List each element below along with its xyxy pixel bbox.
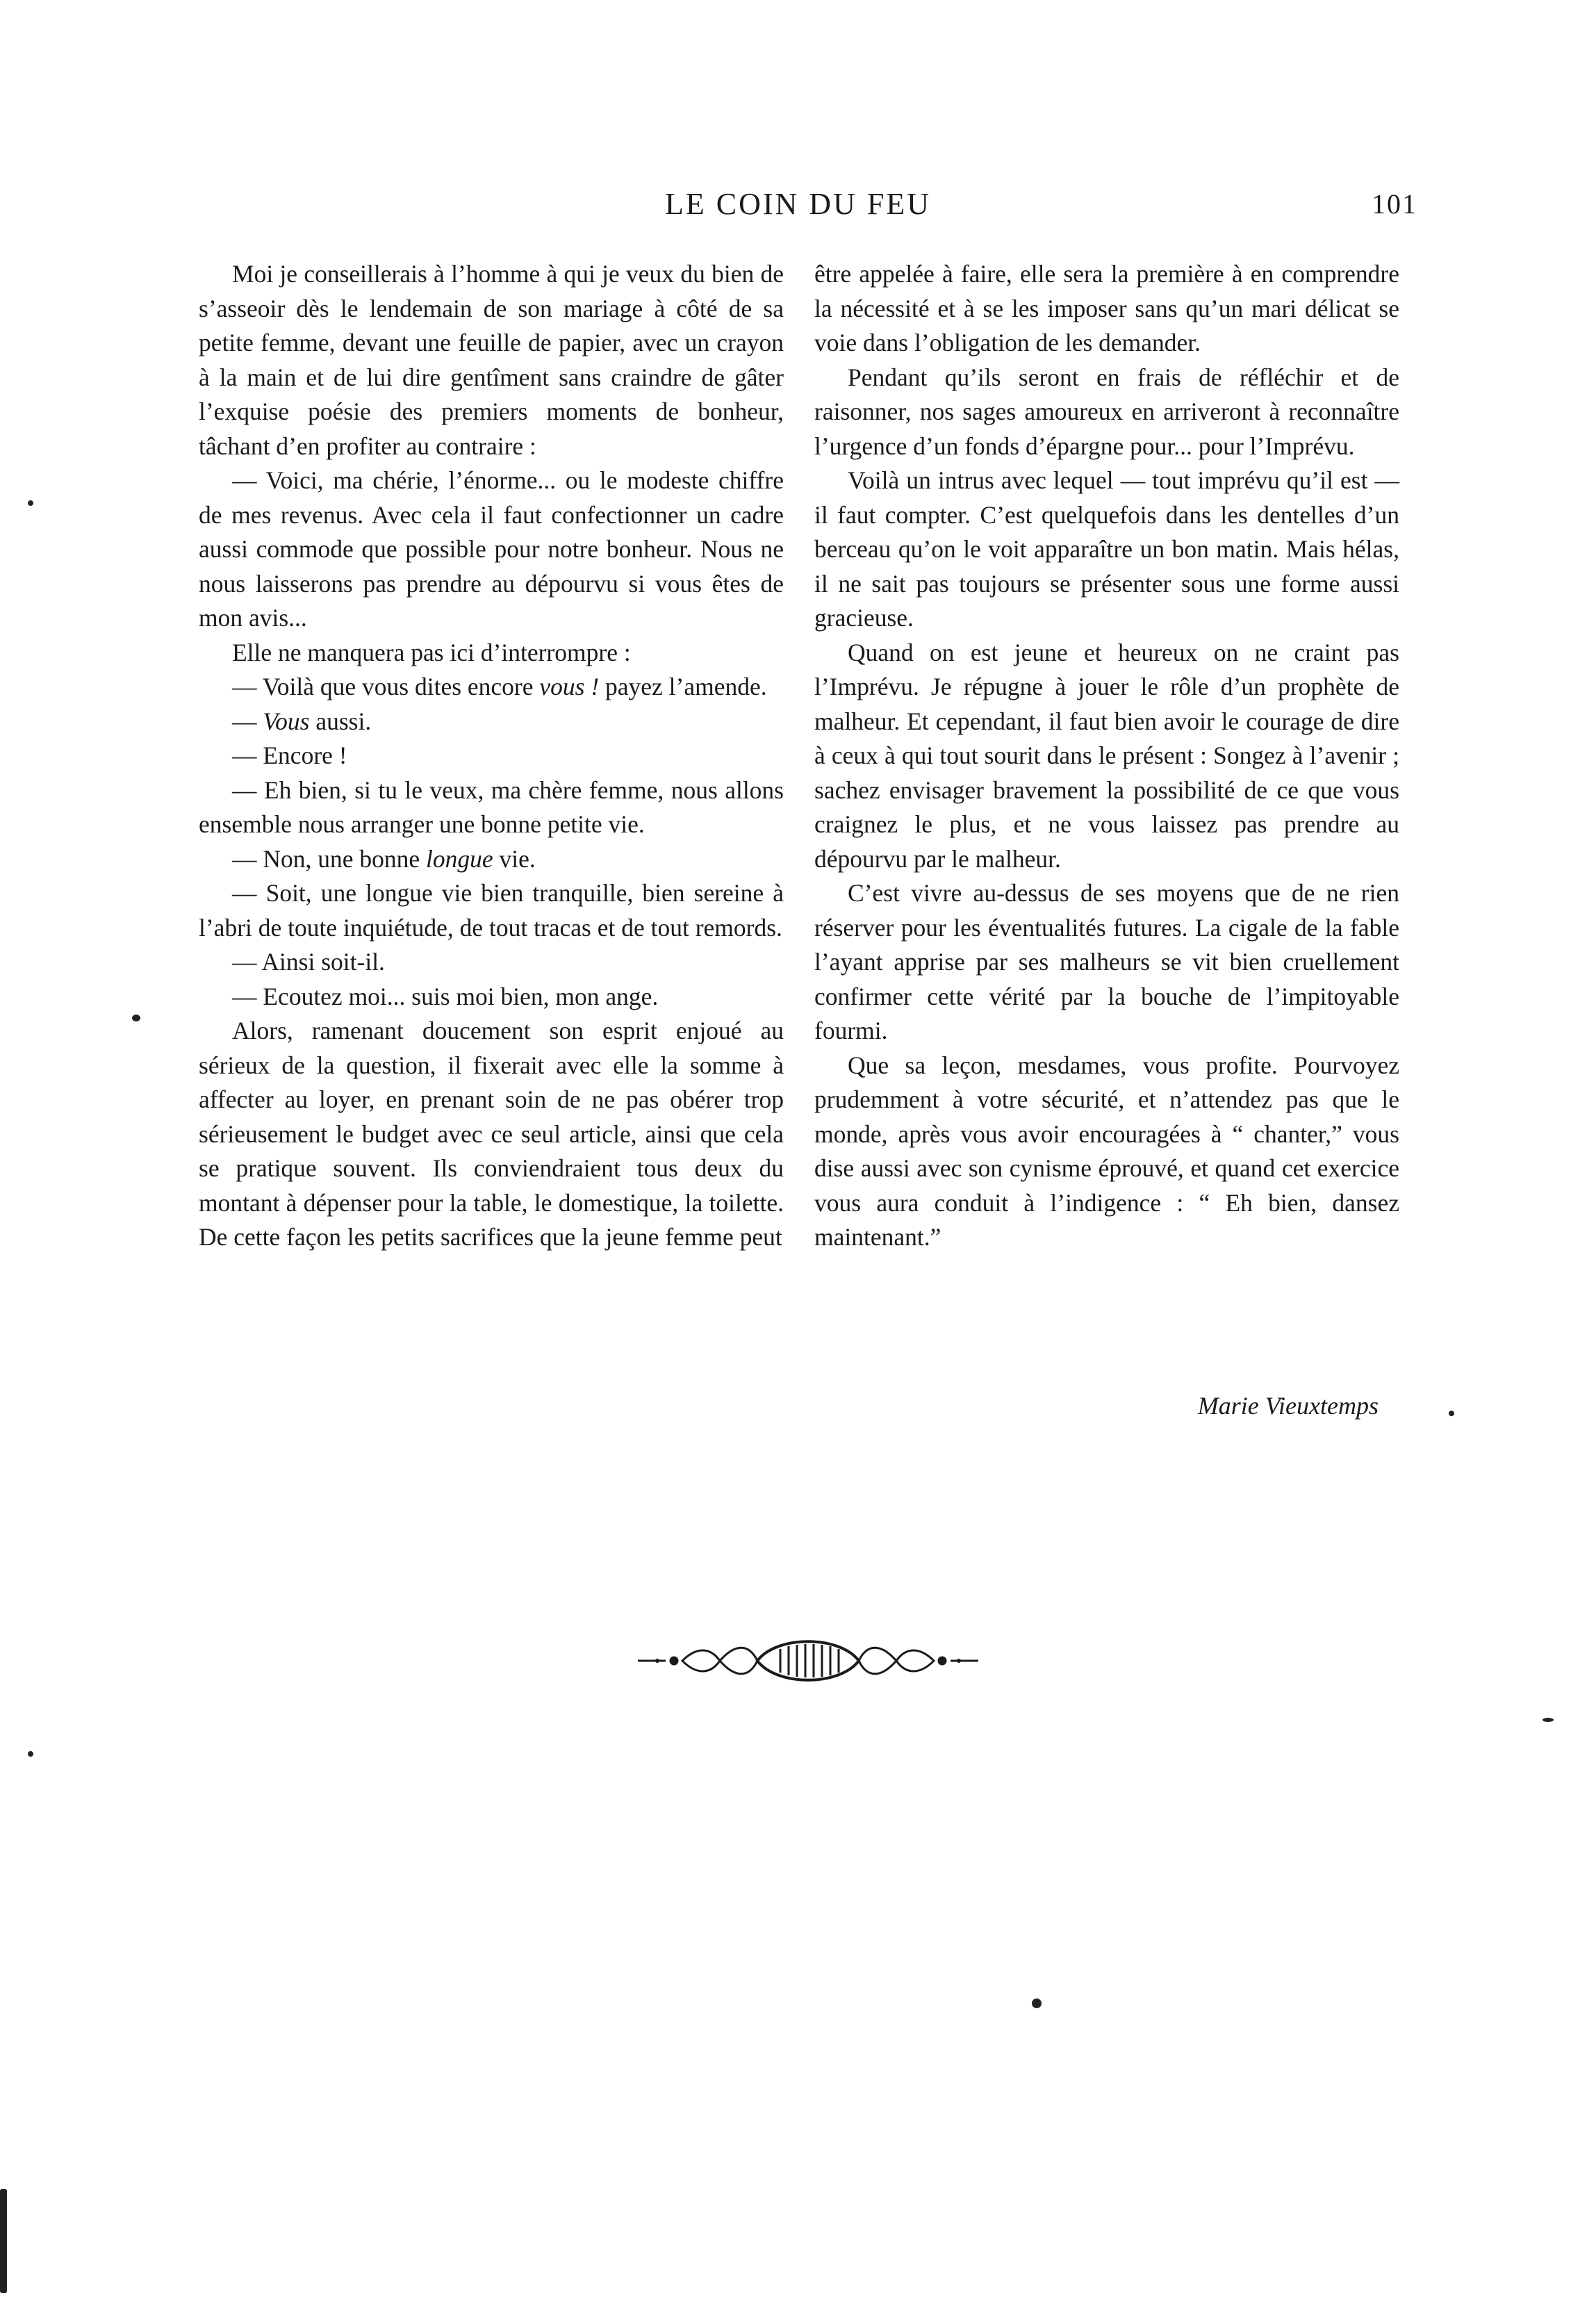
scan-speck	[0, 2189, 7, 2293]
scan-speck	[28, 1751, 33, 1757]
dialogue-text: —	[232, 707, 263, 735]
paragraph: Voilà un intrus avec lequel — tout imprévu qu’il est — il faut compter. C’est quelquefois dans les dentelles d’un berceau qu’on le voit apparaître un bon matin. Mais hélas, il ne sait pas toujours se présenter sous une forme aussi gracieuse.	[814, 466, 1399, 632]
paragraph: — Encore !	[232, 741, 347, 769]
dialogue-text: aussi.	[309, 707, 372, 735]
paragraph	[199, 670, 784, 705]
ornament-divider-icon	[638, 1630, 978, 1692]
emphasis-text: Vous	[263, 707, 310, 735]
dialogue-text: vie.	[493, 844, 536, 873]
paragraph: Elle ne manquera pas ici d’interrompre :	[232, 638, 631, 666]
scan-speck	[1449, 1411, 1454, 1416]
author-signature: Marie Vieuxtemps	[1197, 1392, 1379, 1420]
paragraph	[199, 705, 784, 739]
paragraph: être appelée à faire, elle sera la première à en comprendre la nécessité et à se les imposer sans qu’un mari délicat se voie dans l’obligation de les demander.	[814, 260, 1399, 356]
paragraph: Que sa leçon, mesdames, vous profite. Pourvoyez prudemment à votre sécurité, et n’attendez pas que le monde, après vous avoir encouragées à “ chanter,” vous dise aussi avec son cynisme éprouvé, et quand cet exercice vous aura conduit à l’indigence : “ Eh bien, dansez maintenant.”	[814, 1051, 1399, 1251]
right-text-column	[814, 257, 1399, 1255]
paragraph: — Eh bien, si tu le veux, ma chère femme, nous allons ensemble nous arranger une bonne petite vie.	[199, 775, 784, 838]
paragraph: — Voici, ma chérie, l’énorme... ou le modeste chiffre de mes revenus. Avec cela il faut confectionner un cadre aussi commode que possible pour notre bonheur. Nous ne nous laisserons pas prendre au dépourvu si vous êtes de mon avis...	[199, 466, 784, 632]
dialogue-text: — Non, une bonne	[232, 844, 427, 873]
running-header-title: LE COIN DU FEU	[665, 187, 931, 221]
emphasis-text: longue	[426, 844, 493, 873]
paragraph: — Ainsi soit-il.	[232, 948, 385, 976]
scan-speck	[1032, 1999, 1042, 2008]
scan-speck	[132, 1015, 140, 1021]
paragraph: C’est vivre au-dessus de ses moyens que de ne rien réserver pour les éventualités futures. La cigale de la fable l’ayant apprise par ses malheurs se vit bien cruellement confirmer cette vérité par la bouche de l’impitoyable fourmi.	[814, 879, 1399, 1044]
emphasis-text: vous !	[539, 673, 600, 700]
page-number: 101	[1372, 188, 1417, 220]
dialogue-text: — Voilà que vous dites encore	[232, 673, 534, 700]
paragraph: — Soit, une longue vie bien tranquille, bien sereine à l’abri de toute inquiétude, de tout tracas et de tout remords.	[199, 879, 784, 942]
scan-speck	[1542, 1718, 1554, 1722]
dialogue-text: payez l’amende.	[599, 673, 767, 700]
paragraph: — Ecoutez moi... suis moi bien, mon ange.	[232, 982, 659, 1010]
left-text-column	[199, 257, 784, 1255]
paragraph: Pendant qu’ils seront en frais de réfléchir et de raisonner, nos sages amoureux en arriveront à reconnaître l’urgence d’un fonds d’épargne pour... pour l’Imprévu.	[814, 363, 1399, 460]
paragraph	[199, 842, 784, 877]
paragraph: Quand on est jeune et heureux on ne craint pas l’Imprévu. Je répugne à jouer le rôle d’un prophète de malheur. Et cependant, il faut bien avoir le courage de dire à ceux à qui tout sourit dans le présent : Songez à l’avenir ; sachez envisager bravement la possibilité de ce que vous craignez le plus, et ne vous laissez pas prendre au dépourvu par le malheur.	[814, 638, 1399, 873]
scan-speck	[28, 500, 33, 506]
paragraph: Alors, ramenant doucement son esprit enjoué au sérieux de la question, il fixerait avec elle la somme à affecter au loyer, en prenant soin de ne pas obérer trop sérieusement le budget avec ce seul article, ainsi que cela se pratique souvent. Ils conviendraient tous deux du montant à dépenser pour la table, le domestique, la toilette. De cette façon les petits sacrifices que la jeune femme peut	[199, 1017, 784, 1251]
paragraph: Moi je conseillerais à l’homme à qui je veux du bien de s’asseoir dès le lendemain de son mariage à côté de sa petite femme, devant une feuille de papier, avec un crayon à la main et de lui dire gentîment sans craindre de gâter l’exquise poésie des premiers moments de bonheur, tâchant d’en profiter au contraire :	[199, 260, 784, 460]
